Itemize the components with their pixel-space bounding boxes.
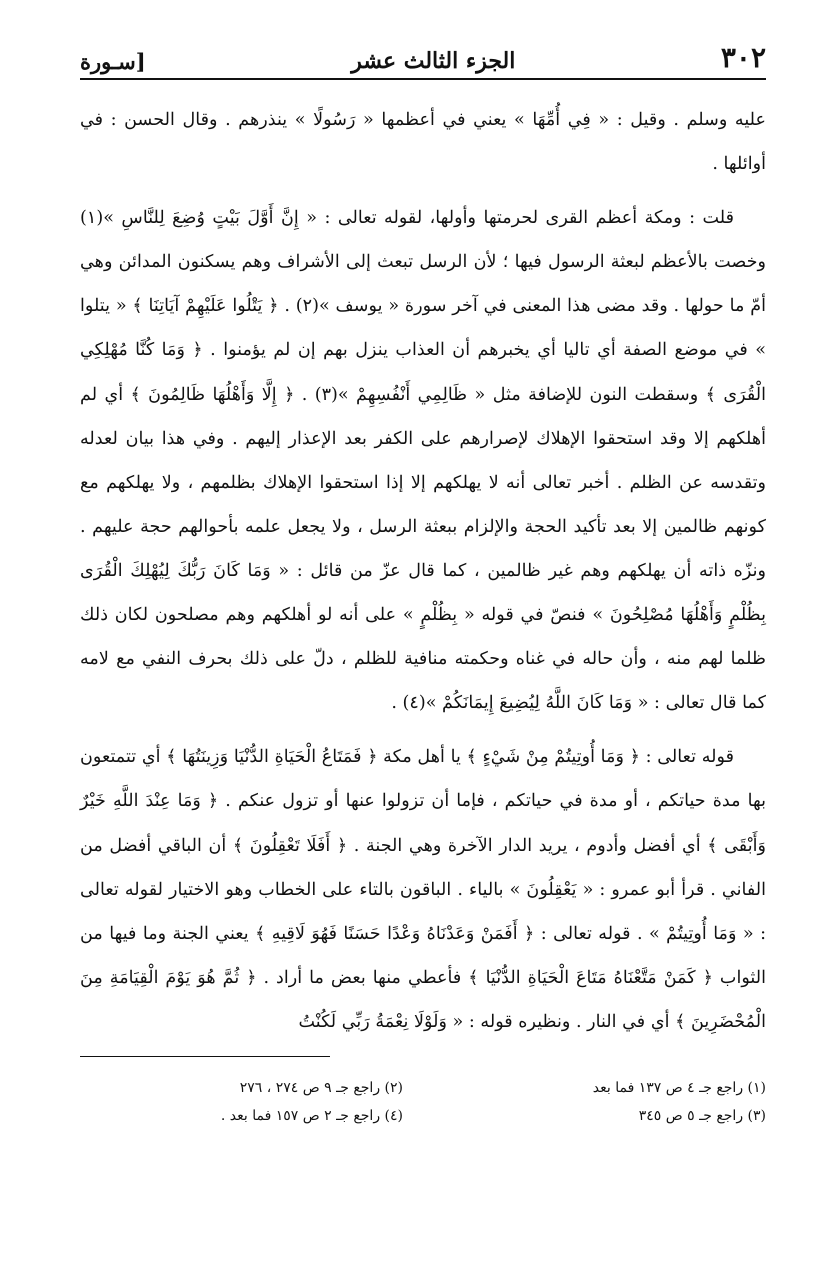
footnote: (٤) راجع جـ ٢ ص ١٥٧ فما بعد . xyxy=(220,1107,403,1124)
paragraph: عليه وسلم . وقيل : « فِي أُمِّهَا » يعني في أعظمها « رَسُولًا » ينذرهم . وقال الحسن : في أوائلها . xyxy=(80,110,766,175)
part-title: الجزء الثالث عشر xyxy=(351,48,516,74)
paragraph: قلت : ومكة أعظم القرى لحرمتها وأولها، لقوله تعالى : « إِنَّ أَوَّلَ بَيْتٍ وُضِعَ لِلنَّاسِ »(١) وخصت بالأعظم لبعثة الرسول فيها ؛ لأن الرسل تبعث إلى الأشراف وهم يسكنون المدائن وهي أمّ ما حولها . وقد مضى هذا المعنى في آخر سورة « يوسف »(٢) . ﴿ يَتْلُوا عَلَيْهِمْ آيَاتِنَا ﴾ « يتلوا » في موضع الصفة أي تاليا أي يخبرهم أن العذاب ينزل بهم إن لم يؤمنوا . ﴿ وَمَا كُنَّا مُهْلِكِي الْقُرَى ﴾ وسقطت النون للإضافة مثل « ظَالِمِي أَنْفُسِهِمْ »(٣) . ﴿ إِلَّا وَأَهْلُهَا ظَالِمُونَ ﴾ أي لم أهلكهم إلا وقد استحقوا الإهلاك لإصرارهم على الكفر بعد الإعذار إليهم . وفي هذا بيان لعدله وتقدسه عن الظلم . أخبر تعالى أنه لا يهلكهم إلا إذا استحقوا الإهلاك بظلمهم ، ولا يهلكهم مع كونهم ظالمين إلا بعد تأكيد الحجة والإلزام ببعثة الرسل ، ولا يجعل علمه بأحوالهم حجة عليهم . ونزّه ذاته أن يهلكهم وهم غير ظالمين ، كما قال عزّ من قائل : « وَمَا كَانَ رَبُّكَ لِيُهْلِكَ الْقُرَى بِظُلْمٍ وَأَهْلُهَا مُصْلِحُونَ » فنصّ في قوله « بِظُلْمٍ » على أنه لو أهلكهم وهم مصلحون لكان ذلك ظلما لهم منه ، وأن حاله في غناه وحكمته منافية للظلم ، دلّ على ذلك بحرف النفي مع لامه كما قال تعالى : « وَمَا كَانَ اللَّهُ لِيُضِيعَ إِيمَانَكُمْ »(٤) . xyxy=(80,208,766,714)
page-header xyxy=(80,28,766,80)
footnote: (١) راجع جـ ٤ ص ١٣٧ فما بعد xyxy=(592,1079,766,1096)
footnote-divider xyxy=(80,1056,330,1057)
footnote: (٢) راجع جـ ٩ ص ٢٧٤ ، ٢٧٦ xyxy=(239,1079,403,1096)
paragraph: قوله تعالى : ﴿ وَمَا أُوتِيتُمْ مِنْ شَيْءٍ ﴾ يا أهل مكة ﴿ فَمَتَاعُ الْحَيَاةِ الدُّنْيَا وَزِينَتُهَا ﴾ أي تتمتعون بها مدة حياتكم ، أو مدة في حياتكم ، فإما أن تزولوا عنها أو تزول عنكم . ﴿ وَمَا عِنْدَ اللَّهِ خَيْرٌ وَأَبْقَى ﴾ أي أفضل وأدوم ، يريد الدار الآخرة وهي الجنة . ﴿ أَفَلَا تَعْقِلُونَ ﴾ أن الباقي أفضل من الفاني . قرأ أبو عمرو : « يَعْقِلُونَ » بالياء . الباقون بالتاء على الخطاب وهو الاختيار لقوله تعالى : « وَمَا أُوتِيتُمْ » . قوله تعالى : ﴿ أَفَمَنْ وَعَدْنَاهُ وَعْدًا حَسَنًا فَهُوَ لَاقِيهِ ﴾ يعني الجنة وما فيها من الثواب ﴿ كَمَنْ مَتَّعْنَاهُ مَتَاعَ الْحَيَاةِ الدُّنْيَا ﴾ فأعطي منها بعض ما أراد . ﴿ ثُمَّ هُوَ يَوْمَ الْقِيَامَةِ مِنَ الْمُحْضَرِينَ ﴾ أي في النار . ونظيره قوله : « وَلَوْلَا نِعْمَةُ رَبِّي لَكُنْتُ xyxy=(80,747,766,1032)
page-number: ٣٠٢ xyxy=(720,41,766,74)
page-body xyxy=(80,98,766,1044)
surah-label: [سـورة xyxy=(80,49,146,74)
footnote: (٣) راجع جـ ٥ ص ٣٤٥ xyxy=(638,1107,766,1124)
footnotes xyxy=(80,1077,766,1127)
